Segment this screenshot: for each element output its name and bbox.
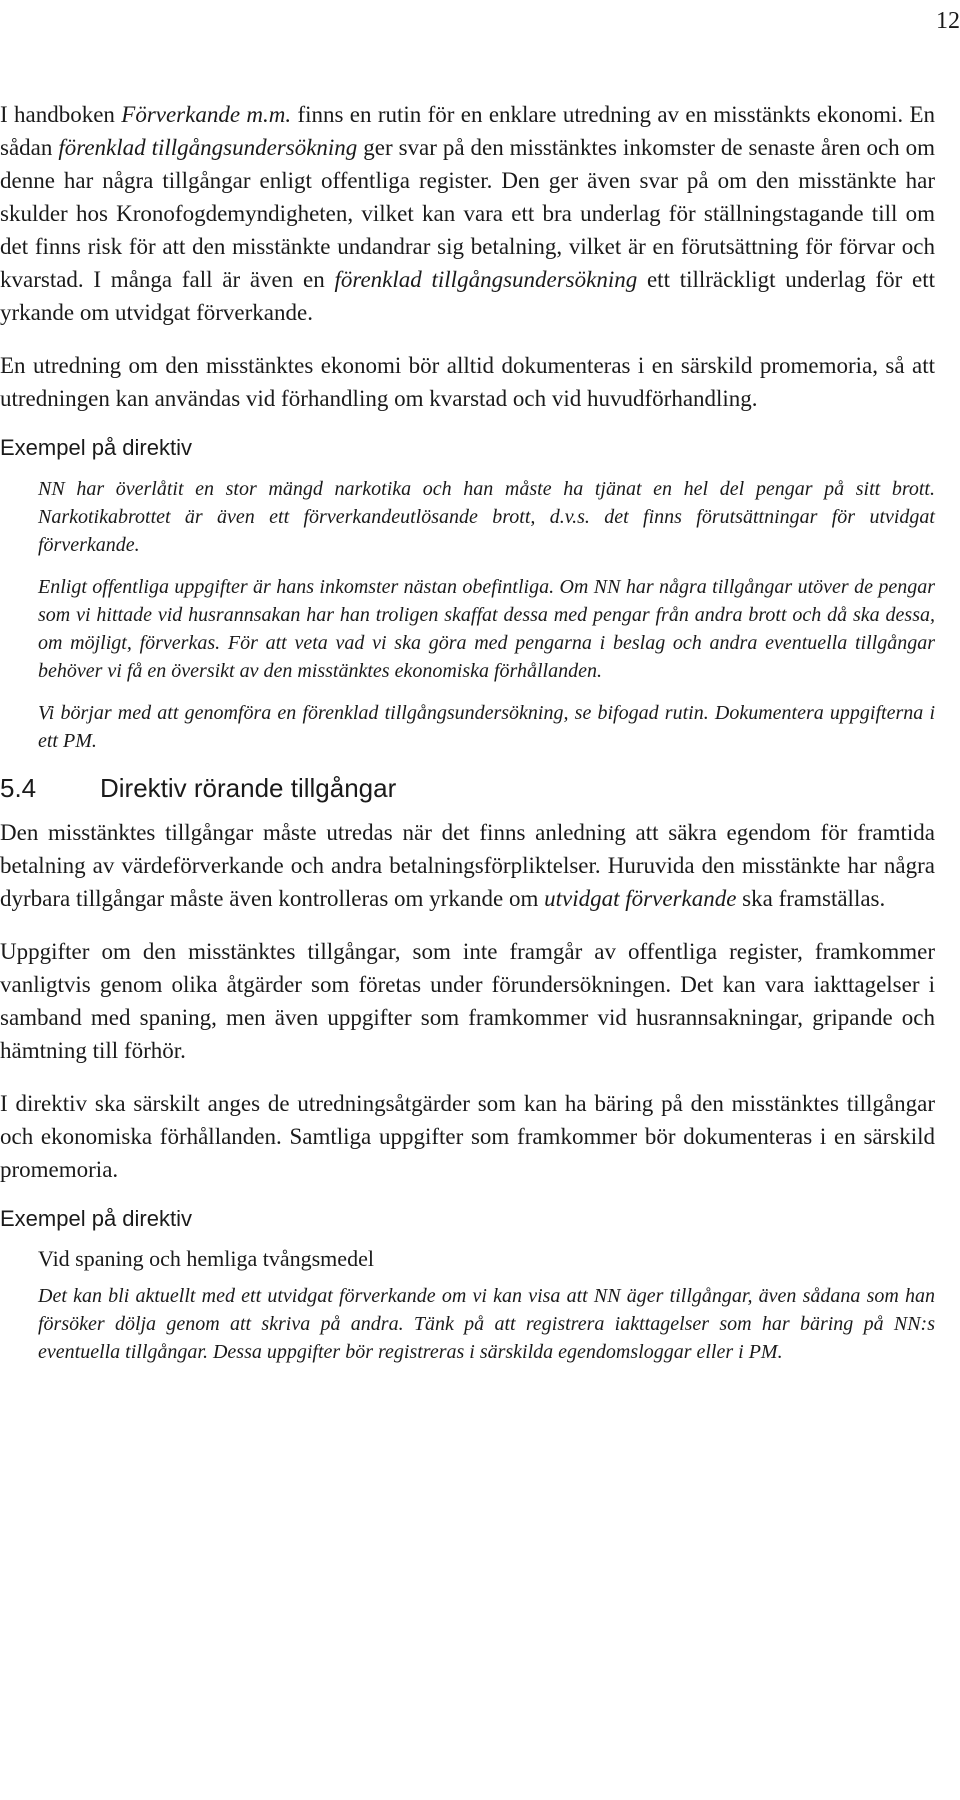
example-subheading: Vid spaning och hemliga tvångsmedel	[38, 1246, 374, 1271]
example-heading: Exempel på direktiv	[0, 1206, 192, 1231]
text-span: ska framställas.	[736, 886, 886, 911]
section-heading	[0, 773, 935, 804]
paragraph-information: Uppgifter om den misstänktes tillgångar, som inte framgår av offentliga register, framkommer vanligtvis genom olika åtgärder som företas under förundersökningen. Det kan vara iakttagelser i samband med spaning, men även uppgifter som framkommer vid husrannsakningar, gripande och hämtning till förhör.	[0, 939, 935, 1063]
text-span: ett tillräckligt underlag för ett yrkande om utvidgat förverkande.	[0, 267, 936, 325]
example-paragraph: Vi börjar med att genomföra en förenklad tillgångsundersökning, se bifogad rutin. Dokumentera uppgifterna i ett PM.	[38, 702, 935, 752]
text-span: Den misstänktes tillgångar måste utredas när det finns anledning att säkra egendom för framtida betalning av värdeförverkande och andra betalningsförpliktelser. Huruvida den misstänkte har några dyrbara tillgångar måste även kontrolleras om yrkande om	[0, 820, 935, 911]
section-number: 5.4	[0, 773, 37, 803]
example-paragraph: NN har överlåtit en stor mängd narkotika och han måste ha tjänat en hel del pengar på sitt brott. Narkotikabrottet är även ett förverkandeutlösande brott, d.v.s. det finns förutsättningar för utvidgat förverkande.	[38, 478, 935, 556]
text-span: ger svar på den misstänktes inkomster de senaste åren och om denne har några tillgångar enligt offentliga register. Den ger även svar på om den misstänkte har skulder hos Kronofogdemyndigheten, vilket kan vara ett bra underlag för ställningstagande till om det finns risk för att den misstänkte undandrar sig betalning, vilket är en förutsättning för förvar och kvarstad. I många fall är även en	[0, 135, 935, 292]
section-title: Direktiv rörande tillgångar	[100, 773, 397, 803]
example-heading: Exempel på direktiv	[0, 435, 192, 460]
document-body	[0, 98, 935, 1380]
paragraph-documentation: En utredning om den misstänktes ekonomi bör alltid dokumenteras i en särskild promemoria, så att utredningen kan användas vid förhandling om kvarstad och vid huvudförhandling.	[0, 353, 935, 411]
text-span: I handboken	[0, 102, 122, 127]
page-number: 12	[936, 8, 960, 34]
italic-span: utvidgat förverkande	[544, 886, 737, 911]
paragraph-directive: I direktiv ska särskilt anges de utredningsåtgärder som kan ha bäring på den misstänktes tillgångar och ekonomiska förhållanden. Samtliga uppgifter som framkommer bör dokumenteras i en särskild promemoria.	[0, 1091, 935, 1182]
example-paragraph: Enligt offentliga uppgifter är hans inkomster nästan obefintliga. Om NN har några tillgångar utöver de pengar som vi hittade vid husrannsakan har han troligen skaffat dessa med pengar från andra brott och då ska dessa, om möjligt, förverkas. För att veta vad vi ska göra med pengarna i beslag och andra eventuella tillgångar behöver vi få en översikt av den misstänktes ekonomiska förhållanden.	[38, 576, 935, 682]
paragraph-handbook-intro	[0, 98, 935, 329]
italic-span: förenklad tillgångsundersökning	[334, 267, 638, 292]
paragraph-assets	[0, 816, 935, 915]
italic-span: förenklad tillgångsundersökning	[58, 135, 358, 160]
text-span: finns en rutin för en enklare utredning av en misstänkts ekonomi. En sådan	[0, 102, 935, 160]
example-paragraph: Det kan bli aktuellt med ett utvidgat förverkande om vi kan visa att NN äger tillgångar, även sådana som han försöker dölja genom att skriva på andra. Tänk på att registrera iakttagelser som har bäring på NN:s eventuella tillgångar. Dessa uppgifter bör registreras i särskilda egendomsloggar eller i PM.	[38, 1285, 935, 1363]
italic-span: Förverkande m.m.	[121, 102, 292, 127]
